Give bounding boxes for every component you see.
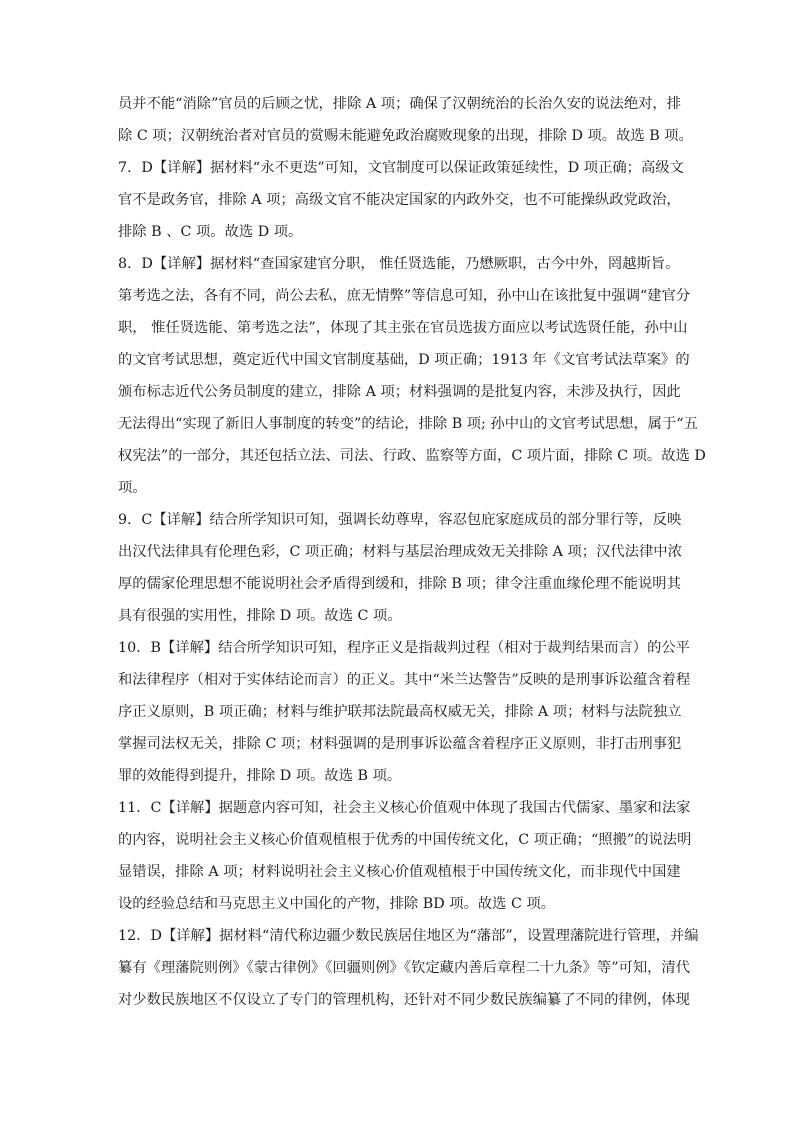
text-line: 罪的效能得到提升，排除 D 项。故选 B 项。 [118, 768, 402, 784]
text-line: 厚的儒家伦理思想不能说明社会矛盾得到缓和，排除 B 项；律令注重血缘伦理不能说明其 [118, 576, 681, 592]
text-line: 除 C 项；汉朝统治者对官员的赏赐未能避免政治腐败现象的出现，排除 D 项。故选 B 项。 [118, 128, 693, 144]
text-line: 项。 [118, 480, 147, 496]
text-line: 排除 B 、C 项。故选 D 项。 [118, 224, 303, 240]
text-line: 官不是政务官，排除 A 项；高级文官不能决定国家的内政外交，也不可能操纵政党政治， [118, 192, 681, 208]
text-line: 无法得出“实现了新旧人事制度的转变”的结论，排除 B 项; 孙中山的文官考试思想，属于“五 [118, 416, 698, 432]
text-line: 权宪法”的一部分，其还包括立法、司法、行政、监察等方面，C 项片面，排除 C 项。故选 D [118, 448, 706, 464]
text-line: 具有很强的实用性，排除 D 项。故选 C 项。 [118, 608, 402, 624]
text-line: 序正义原则，B 项正确；材料与维护联邦法院最高权威无关，排除 A 项；材料与法院独立 [118, 704, 682, 720]
text-line: 7．D【详解】据材料“永不更迭”可知，文官制度可以保证政策延续性，D 项正确；高级文 [118, 160, 684, 176]
text-line: 颁布标志近代公务员制度的建立，排除 A 项；材料强调的是批复内容，未涉及执行，因此 [118, 384, 681, 400]
text-line: 的文官考试思想，奠定近代中国文官制度基础，D 项正确；1913 年《文官考试法草案》的 [118, 352, 690, 368]
text-line: 和法律程序（相对于实体结论而言）的正义。其中“米兰达警告”反映的是刑事诉讼蕴含着程 [118, 672, 691, 688]
text-line: 掌握司法权无关，排除 C 项；材料强调的是刑事诉讼蕴含着程序正义原则，非打击刑事犯 [118, 736, 682, 752]
text-line: 对少数民族地区不仅设立了专门的管理机构，还针对不同少数民族编纂了不同的律例，体现 [118, 992, 690, 1008]
text-line: 10．B【详解】结合所学知识可知，程序正义是指裁判过程（相对于裁判结果而言）的公平 [118, 640, 690, 656]
text-line: 显错误，排除 A 项；材料说明社会主义核心价值观植根于中国传统文化，而非现代中国建 [118, 864, 681, 880]
text-line: 11．C【详解】据题意内容可知，社会主义核心价值观中体现了我国古代儒家、墨家和法家 [118, 800, 691, 816]
text-line: 纂有《理藩院则例》《蒙古律例》《回疆则例》《钦定藏内善后章程二十九条》等”可知，清代 [118, 960, 691, 976]
text-line: 员并不能“消除”官员的后顾之忧，排除 A 项；确保了汉朝统治的长治久安的说法绝对，排 [118, 96, 682, 112]
text-line: 职， 惟任贤选能、第考选之法”，体现了其主张在官员选拔方面应以考试选贤任能，孙中山 [118, 320, 688, 336]
text-line: 12．D【详解】据材料“清代称边疆少数民族居住地区为“藩部”，设置理藩院进行管理，并编 [118, 928, 699, 944]
text-line: 的内容，说明社会主义核心价值观植根于优秀的中国传统文化，C 项正确；“照搬”的说法明 [118, 832, 692, 848]
text-line: 8．D【详解】据材料“查国家建官分职， 惟任贤选能，乃懋厥职，古今中外，罔越斯旨。 [118, 256, 680, 272]
text-line: 第考选之法，各有不同，尚公去私，庶无情弊”等信息可知，孙中山在该批复中强调“建官分 [118, 288, 691, 304]
text-line: 设的经验总结和马克思主义中国化的产物，排除 BD 项。故选 C 项。 [118, 896, 556, 912]
text-line: 出汉代法律具有伦理色彩，C 项正确；材料与基层治理成效无关排除 A 项；汉代法律中浓 [118, 544, 682, 560]
text-line: 9．C【详解】结合所学知识可知，强调长幼尊卑，容忍包庇家庭成员的部分罪行等，反映 [118, 512, 682, 528]
